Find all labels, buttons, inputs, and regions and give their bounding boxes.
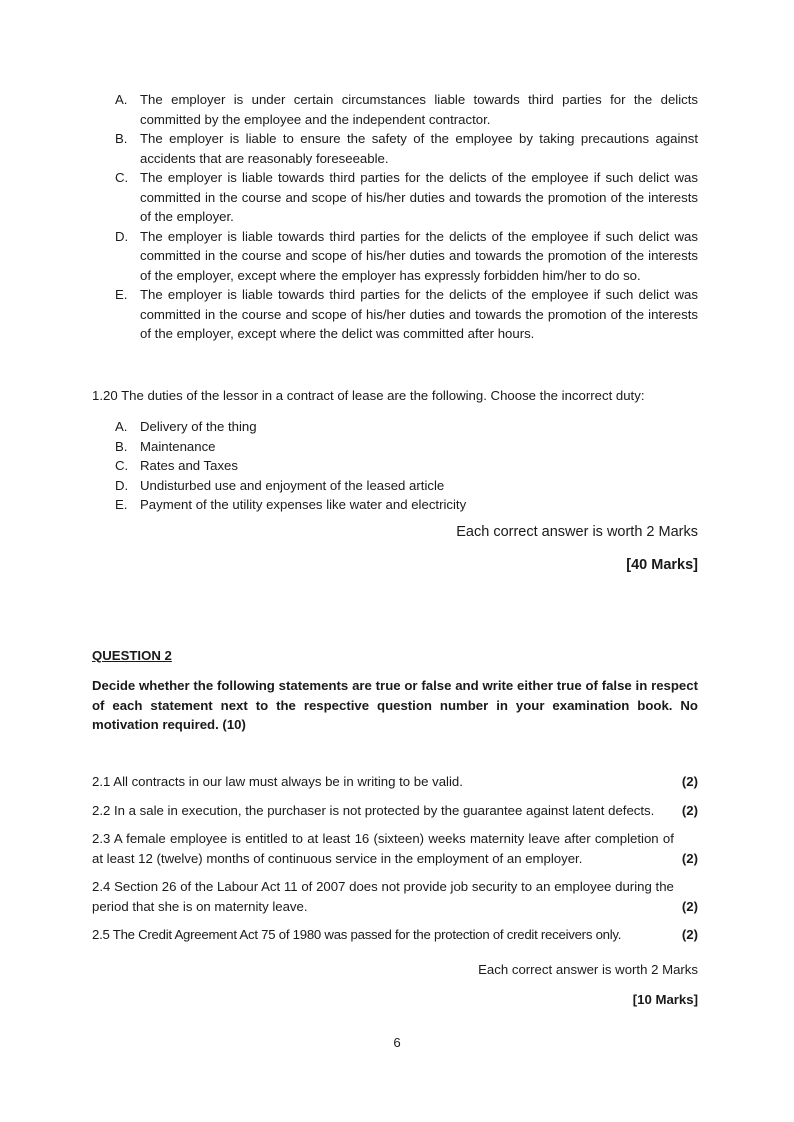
- option-d: [115, 227, 698, 286]
- statement-text: 2.3 A female employee is entitled to at least 16 (sixteen) weeks maternity leave after completion of at least 12 (twelve) months of continuous service in the employment of an employer.: [92, 831, 674, 866]
- list-item: [92, 772, 698, 792]
- option-text: The employer is liable to ensure the safety of the employee by taking precautions against accidents that are reasonably foreseeable.: [140, 131, 698, 166]
- question-2-items: [92, 772, 698, 954]
- option-letter: A.: [115, 419, 128, 434]
- option-letter: E.: [115, 287, 128, 302]
- option-a: [115, 417, 698, 437]
- statement-text: 2.4 Section 26 of the Labour Act 11 of 2007 does not provide job security to an employee during the period that she is on maternity leave.: [92, 879, 674, 914]
- statement-text: 2.2 In a sale in execution, the purchaser is not protected by the guarantee against latent defects.: [92, 802, 655, 818]
- option-text: The employer is liable towards third parties for the delicts of the employee if such delict was committed in the course and scope of his/her duties and towards the promotion of the interests of the employer.: [140, 170, 698, 224]
- option-letter: B.: [115, 438, 128, 454]
- statement-text: 2.1 All contracts in our law must always be in writing to be valid.: [92, 774, 463, 789]
- option-letter: B.: [115, 131, 128, 146]
- list-item: [92, 801, 698, 821]
- q1-worth-note: Each correct answer is worth 2 Marks: [456, 524, 698, 540]
- option-a: [115, 90, 698, 129]
- q1-total-marks: [40 Marks]: [626, 557, 698, 573]
- option-letter: D.: [115, 477, 129, 493]
- option-text: Maintenance: [140, 438, 216, 454]
- statement-mark: (2): [681, 774, 698, 789]
- statement-mark: (2): [681, 898, 698, 914]
- option-letter: D.: [115, 228, 129, 244]
- option-text: The employer is liable towards third parties for the delicts of the employee if such delict was committed in the course and scope of his/her duties and towards the promotion of the interests of the employer, except where the delict was committed after hours.: [140, 287, 698, 341]
- option-b: [115, 437, 698, 457]
- option-d: [115, 476, 698, 496]
- option-b: [115, 129, 698, 168]
- option-text: Undisturbed use and enjoyment of the leased article: [140, 477, 445, 493]
- option-text: The employer is liable towards third parties for the delicts of the employee if such delict was committed in the course and scope of his/her duties and towards the promotion of the interests of the employer, except where the employer has expressly forbidden him/her to do so.: [140, 228, 698, 283]
- question-2-heading: QUESTION 2: [92, 648, 172, 663]
- option-c: [115, 168, 698, 227]
- option-c: [115, 456, 698, 476]
- option-letter: C.: [115, 458, 129, 473]
- q2-total-marks: [10 Marks]: [632, 992, 698, 1007]
- list-item: [92, 829, 698, 868]
- page-number: 6: [393, 1035, 401, 1050]
- option-e: [115, 285, 698, 344]
- option-letter: A.: [115, 92, 128, 107]
- statement-mark: (2): [681, 850, 698, 866]
- list-item: [92, 877, 698, 916]
- statement-mark: (2): [681, 927, 698, 942]
- option-text: Rates and Taxes: [140, 458, 238, 473]
- q2-worth-note: Each correct answer is worth 2 Marks: [478, 962, 698, 977]
- q1-19-options: [115, 90, 698, 344]
- option-e: [115, 495, 698, 515]
- q1-20-stem: 1.20 The duties of the lessor in a contract of lease are the following. Choose the incorrect duty:: [92, 388, 645, 403]
- option-text: Payment of the utility expenses like water and electricity: [140, 497, 467, 512]
- option-text: The employer is under certain circumstances liable towards third parties for the delicts committed by the employee and the independent contractor.: [140, 92, 698, 127]
- list-item: [92, 925, 698, 945]
- option-letter: E.: [115, 497, 128, 512]
- statement-text: 2.5 The Credit Agreement Act 75 of 1980 was passed for the protection of credit receivers only.: [92, 927, 622, 942]
- q1-20-options: [115, 417, 698, 515]
- option-letter: C.: [115, 170, 129, 185]
- question-2-instruction: Decide whether the following statements are true or false and write either true of false in respect of each statement next to the respective question number in your examination book. No motivation required. (10): [92, 678, 698, 732]
- option-text: Delivery of the thing: [140, 419, 257, 434]
- statement-mark: (2): [681, 802, 698, 818]
